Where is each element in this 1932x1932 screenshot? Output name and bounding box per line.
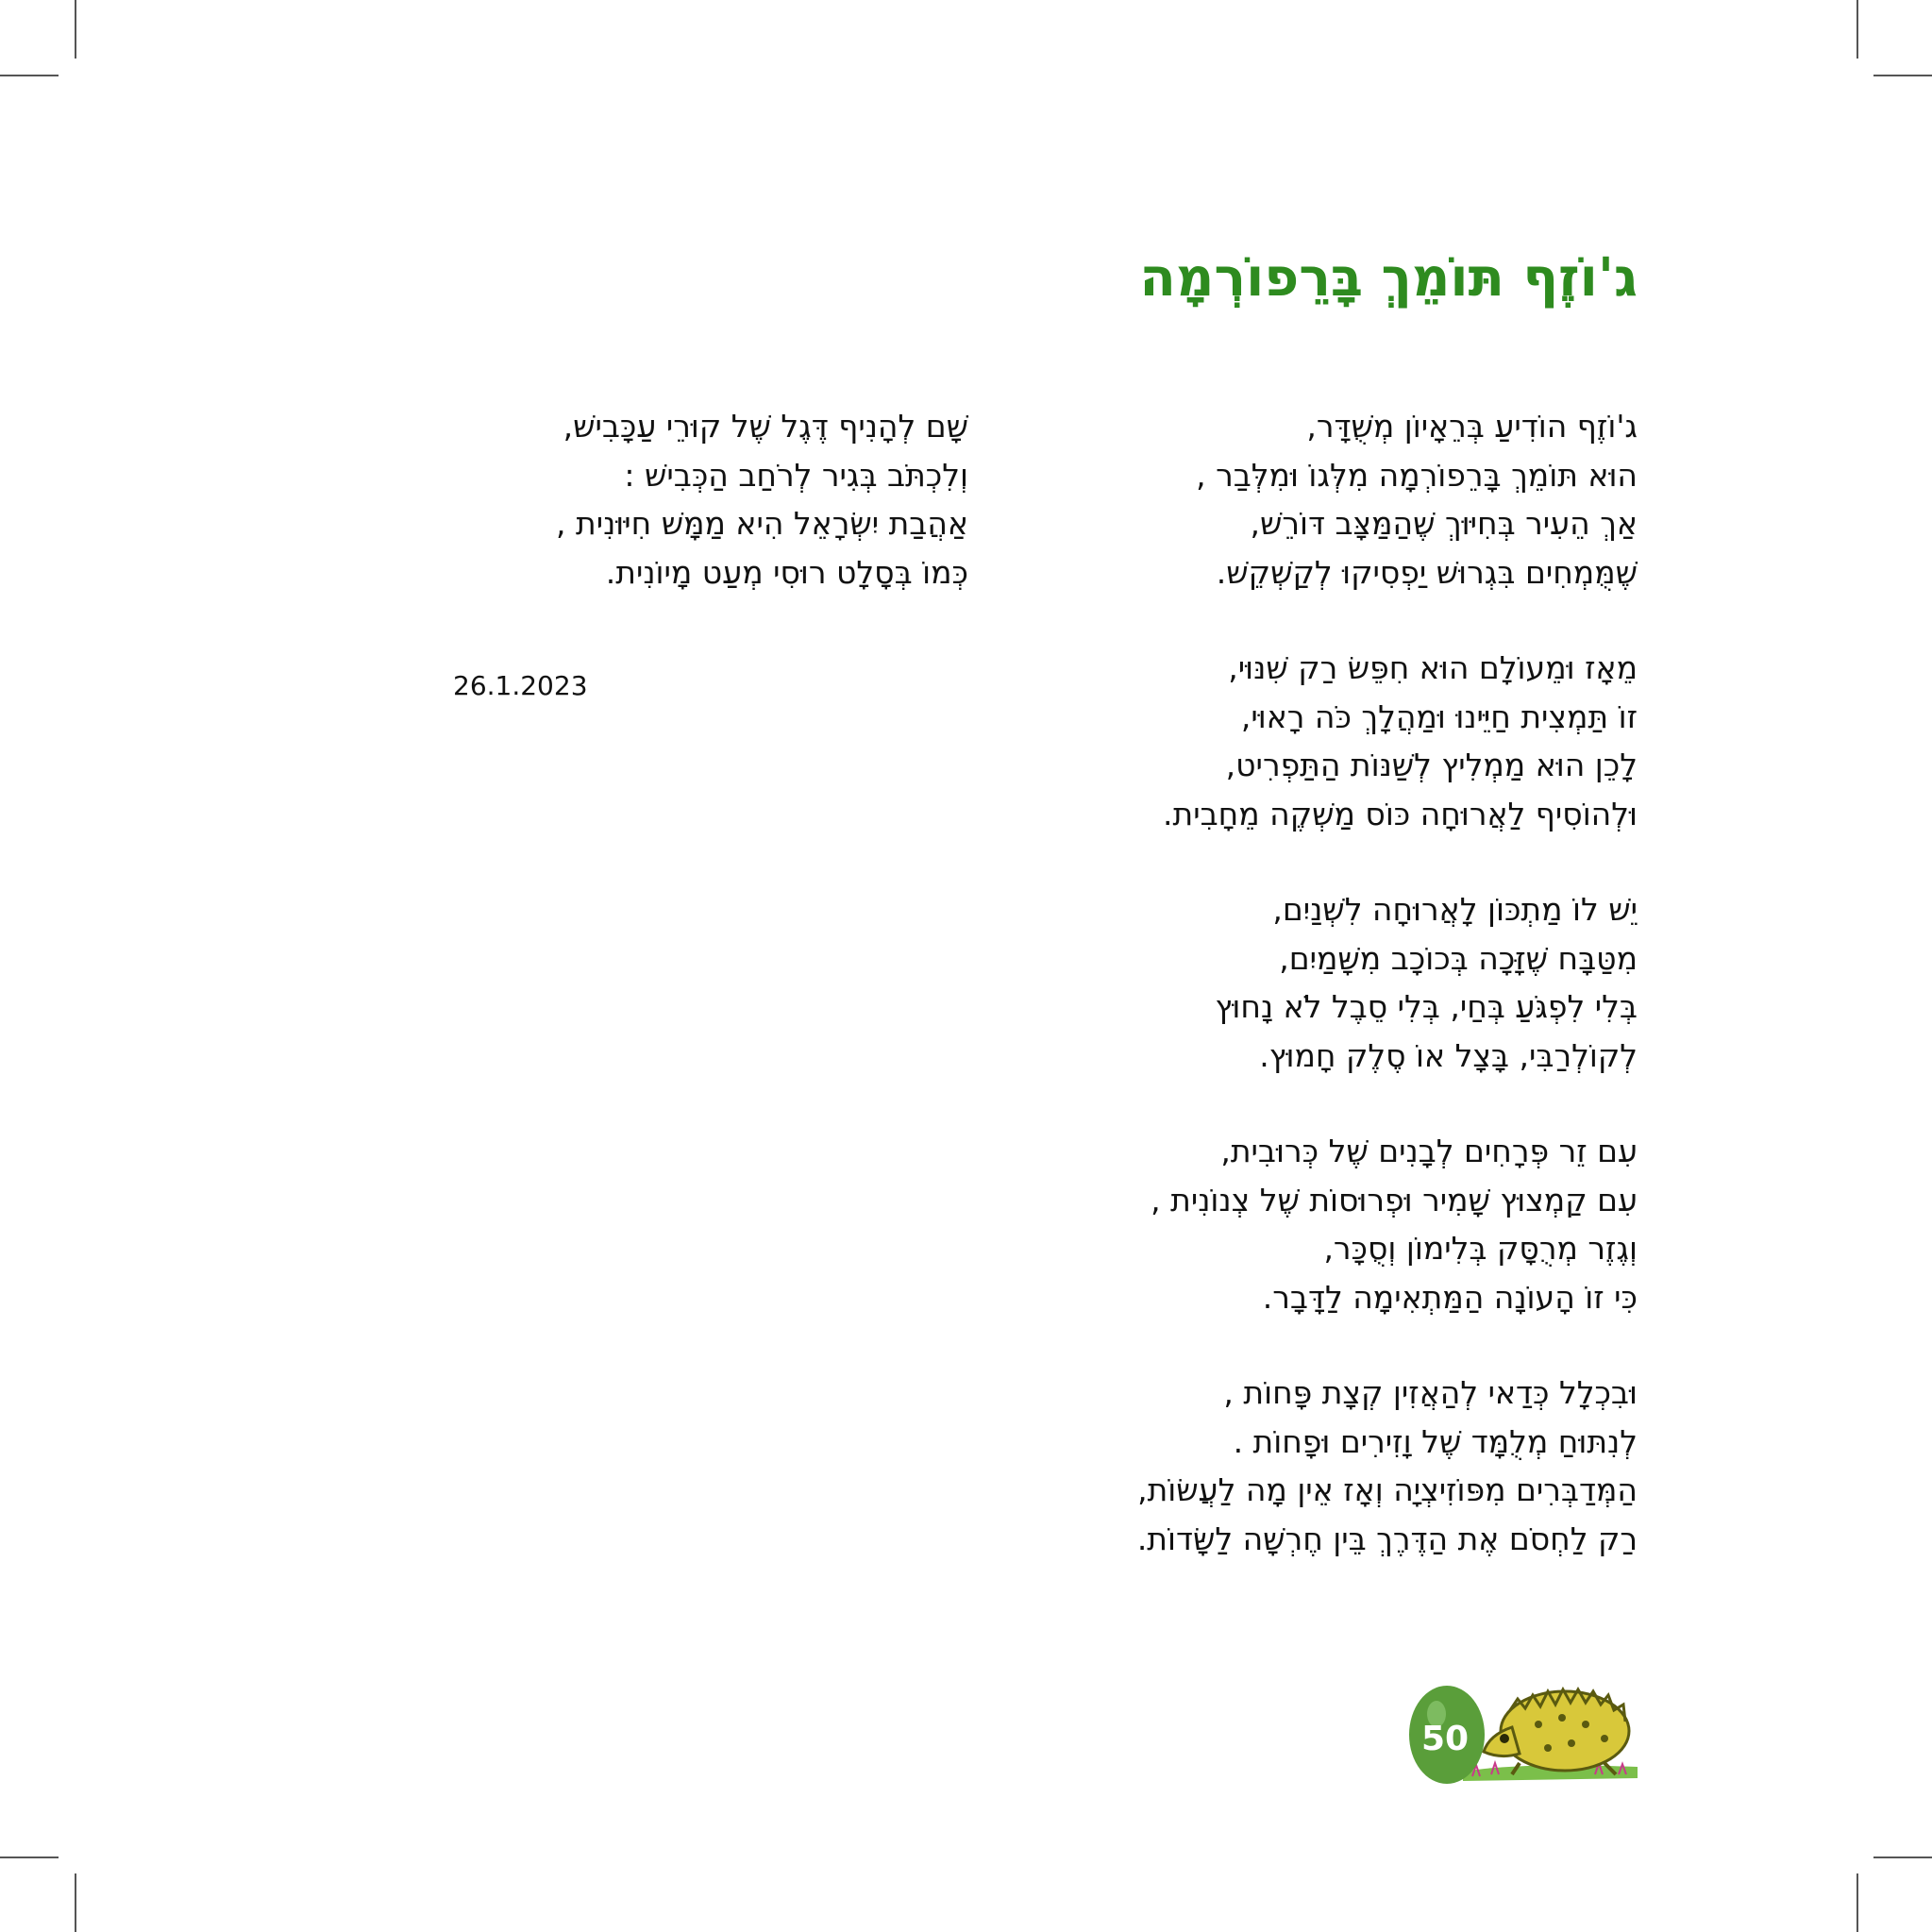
poem-right-column — [1137, 402, 1638, 1610]
poem-date: 26.1.2023 — [453, 670, 588, 701]
poem-line: לָכֵן הוּא מַמְלִיץ לְשַׁנּוֹת הַתַּפְרִיט, — [1225, 747, 1638, 783]
stanza — [1137, 402, 1638, 596]
stanza — [556, 402, 968, 596]
poem-line: רַק לַחְסֹם אֶת הַדֶּרֶךְ בֵּין חֶרְשָׁה לַשָּׂדוֹת. — [1136, 1520, 1638, 1557]
poem-line: בְּלִי לִפְגֹּעַ בְּחַי, בְּלִי סֵבֶל לֹא נָחוּץ — [1215, 988, 1638, 1025]
poem-line: עִם קַמְצוּץ שָׁמִיר וּפְרוּסוֹת שֶׁל צְנוֹנִית , — [1151, 1181, 1638, 1218]
poem-line: וּבִכְלָל כְּדַאי לְהַאֲזִין קְצָת פָּחוֹת , — [1223, 1374, 1638, 1411]
crop-mark — [1873, 1856, 1932, 1858]
poem-line: שָׁם לְהָנִיף דֶּגֶל שֶׁל קוּרֵי עַכָּבִישׁ, — [563, 408, 968, 445]
poem-line: שֶׁמֻּמְחִים בִּגְרוּשׁ יַפְסִיקוּ לְקַשְׁקֵשׁ. — [1216, 553, 1638, 591]
poem-line: כִּי זוֹ הָעוֹנָה הַמַּתְאִימָה לַדָּבָר. — [1262, 1278, 1638, 1316]
poem-left-column — [556, 402, 968, 644]
poem-line: הַמְּדַבְּרִים מִפּוֹזִיצְיָה וְאָז אֵין מָה לַעֲשׂוֹת, — [1137, 1471, 1638, 1508]
crop-mark — [1856, 0, 1858, 59]
poem-line: יֵשׁ לוֹ מַתְכּוֹן לָאֲרוּחָה לִשְׁנַיִם, — [1272, 891, 1638, 928]
stanza — [1137, 1369, 1638, 1563]
poem-line: לְקוֹלְרַבִּי, בָּצָל אוֹ סֶלֶק חָמוּץ. — [1259, 1036, 1638, 1074]
crop-mark — [0, 1856, 59, 1858]
poem-line: אַהֲבַת יִשְׂרָאֵל הִיא מַמָּשׁ חִיּוּנִית , — [556, 505, 968, 542]
poem-line: מִטַּבָּח שֶׁזָּכָה בְּכוֹכָב מִשָּׁמַיִם, — [1279, 939, 1638, 977]
poem-line: וְגֶזֶר מְרֻסָּק בְּלִימוֹן וְסֻכָּר, — [1323, 1230, 1638, 1267]
poem-line: וְלִכְתֹּב בְּגִיר לְרֹחַב הַכְּבִישׁ : — [624, 456, 968, 494]
poem-line: וּלְהוֹסִיף לַאֲרוּחָה כּוֹס מַשְׁקֶה מֵחָבִית. — [1163, 795, 1638, 832]
poem-line: זוֹ תַּמְצִית חַיֵּינוּ וּמַהֲלָךְ כֹּה רָאוּי, — [1240, 697, 1638, 735]
stanza — [1137, 644, 1638, 838]
poem-line: עִם זֵר פְּרָחִים לְבָנִים שֶׁל כְּרוּבִית, — [1220, 1133, 1638, 1169]
poem-title: ג'וֹזֶף תּוֹמֵךְ בָּרֵפוֹרְמָה — [1139, 247, 1638, 309]
poem-line: לְנִתּוּחַ מְלֻמָּד שֶׁל וָזִירִים וּפָחוֹת . — [1233, 1422, 1638, 1460]
crop-mark — [75, 1873, 76, 1932]
stanza — [1137, 1127, 1638, 1321]
poem-line: אַךְ הֵעִיר בְּחִיּוּךְ שֶׁהַמַּצָּב דּוֹרֵשׁ, — [1250, 505, 1638, 542]
crop-mark — [1873, 75, 1932, 76]
poem-line: מֵאָז וּמֵעוֹלָם הוּא חִפֵּשׂ רַק שִׁנּוּי, — [1228, 649, 1638, 686]
crop-mark — [75, 0, 76, 59]
crop-mark — [0, 75, 59, 76]
crop-mark — [1856, 1873, 1858, 1932]
poem-line: הוּא תּוֹמֵךְ בָּרֵפוֹרְמָה מִלְּגוֹ וּמִלְּבַר , — [1196, 456, 1638, 494]
poem-line: כְּמוֹ בְּסָלָט רוּסִי מְעַט מָיוֹנִית. — [605, 553, 968, 591]
page-number: 50 — [1420, 1720, 1470, 1758]
poem-line: ג'וֹזֶף הוֹדִיעַ בְּרֵאָיוֹן מְשֻׁדָּר, — [1306, 408, 1638, 445]
stanza — [1137, 885, 1638, 1080]
